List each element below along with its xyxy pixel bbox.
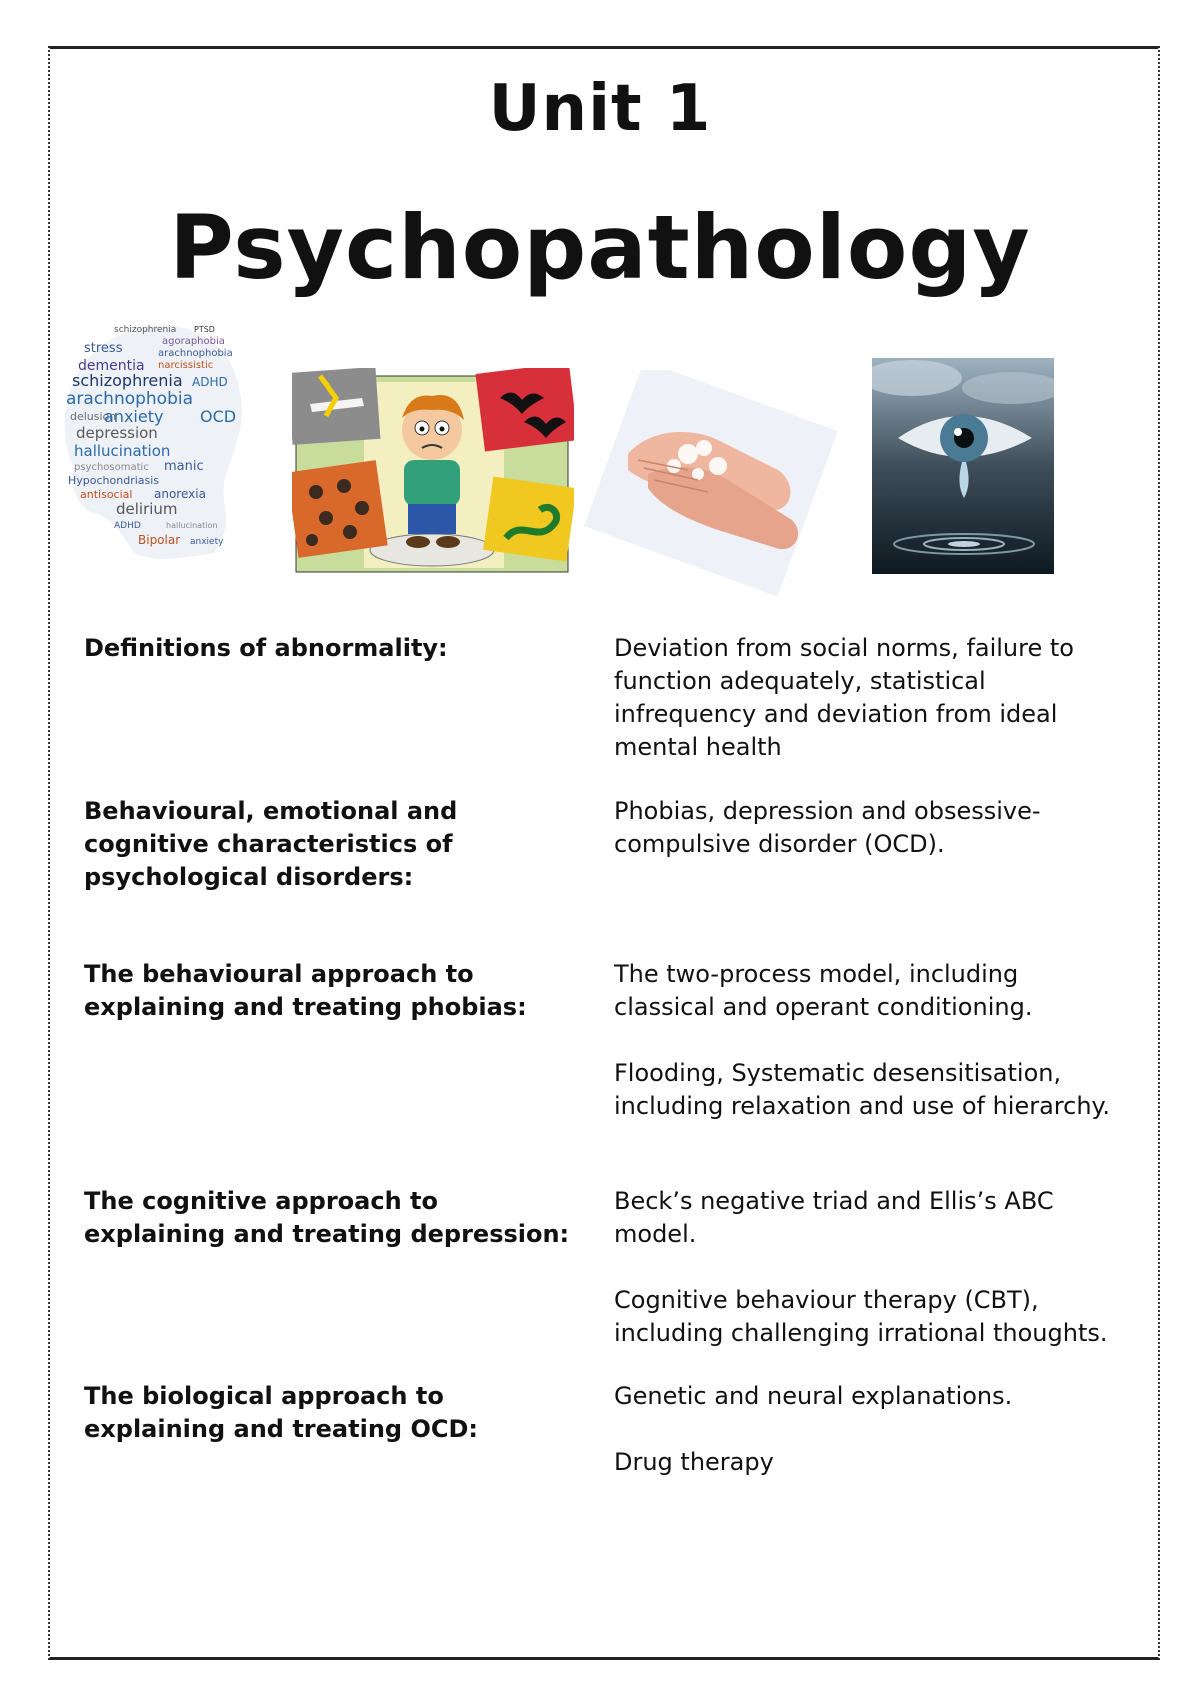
- word-cloud-word: delirium: [116, 500, 178, 518]
- word-cloud-word: anxiety: [104, 407, 164, 426]
- word-cloud-word: schizophrenia: [72, 371, 183, 390]
- topic-details: [614, 958, 1124, 1123]
- word-cloud-word: depression: [76, 424, 158, 442]
- topic-detail-text: Flooding, Systematic desensitisation, including relaxation and use of hierarchy.: [614, 1059, 1110, 1120]
- topic-detail-text: Genetic and neural explanations.: [614, 1382, 1013, 1410]
- topic-label: Behavioural, emotional and cognitive characteristics of psychological disorders:: [84, 797, 458, 891]
- word-cloud-word: ADHD: [114, 521, 141, 531]
- word-cloud-word: narcissistic: [158, 360, 214, 371]
- hand-washing-image: [578, 370, 840, 600]
- topic-label: Definitions of abnormality:: [84, 634, 448, 662]
- word-cloud-word: stress: [84, 341, 123, 356]
- word-cloud-word: delusion: [70, 410, 117, 423]
- topic-detail-text: Drug therapy: [614, 1448, 774, 1476]
- word-cloud-word: hallucination: [166, 521, 218, 530]
- word-cloud-head-image: [54, 318, 252, 566]
- topic-detail-text: Cognitive behaviour therapy (CBT), including challenging irrational thoughts.: [614, 1286, 1108, 1347]
- word-cloud-word: dementia: [78, 358, 145, 374]
- topic-label: The biological approach to explaining and treating OCD:: [84, 1382, 478, 1443]
- word-cloud-word: schizophrenia: [114, 325, 177, 335]
- topic-details: [614, 1185, 1124, 1350]
- topic-details: [614, 795, 1124, 861]
- word-cloud-word: arachnophobia: [66, 389, 194, 409]
- word-cloud-word: OCD: [200, 407, 237, 426]
- word-cloud-word: anxiety: [190, 537, 224, 547]
- topic-label: The cognitive approach to explaining and treating depression:: [84, 1187, 570, 1248]
- word-cloud-word: psychosomatic: [74, 462, 149, 473]
- word-cloud-word: agoraphobia: [162, 336, 225, 347]
- phobia-collage-image: [292, 368, 574, 576]
- topic-detail-text: The two-process model, including classical and operant conditioning.: [614, 960, 1033, 1021]
- topic-detail-text: Beck’s negative triad and Ellis’s ABC model.: [614, 1187, 1054, 1248]
- word-cloud-word: Bipolar: [138, 533, 181, 547]
- topic-detail-text: Deviation from social norms, failure to function adequately, statistical infrequency and deviation from ideal mental health: [614, 634, 1074, 761]
- topic-details: [614, 632, 1124, 764]
- word-cloud-word: Hypochondriasis: [68, 474, 160, 487]
- word-cloud-word: PTSD: [194, 325, 215, 334]
- topic-detail-text: Phobias, depression and obsessive-compulsive disorder (OCD).: [614, 797, 1041, 858]
- word-cloud-word: hallucination: [74, 442, 171, 460]
- crying-eye-image: [872, 358, 1054, 574]
- topic-details: [614, 1380, 1124, 1479]
- word-cloud-word: ADHD: [192, 375, 228, 389]
- word-cloud-word: antisocial: [80, 488, 133, 501]
- unit-heading: Unit 1: [488, 72, 712, 146]
- word-cloud-word: anorexia: [154, 487, 206, 501]
- topic-label: The behavioural approach to explaining and treating phobias:: [84, 960, 527, 1021]
- page-title: Psychopathology: [169, 196, 1031, 299]
- word-cloud-word: arachnophobia: [158, 348, 233, 359]
- word-cloud-word: manic: [164, 459, 204, 474]
